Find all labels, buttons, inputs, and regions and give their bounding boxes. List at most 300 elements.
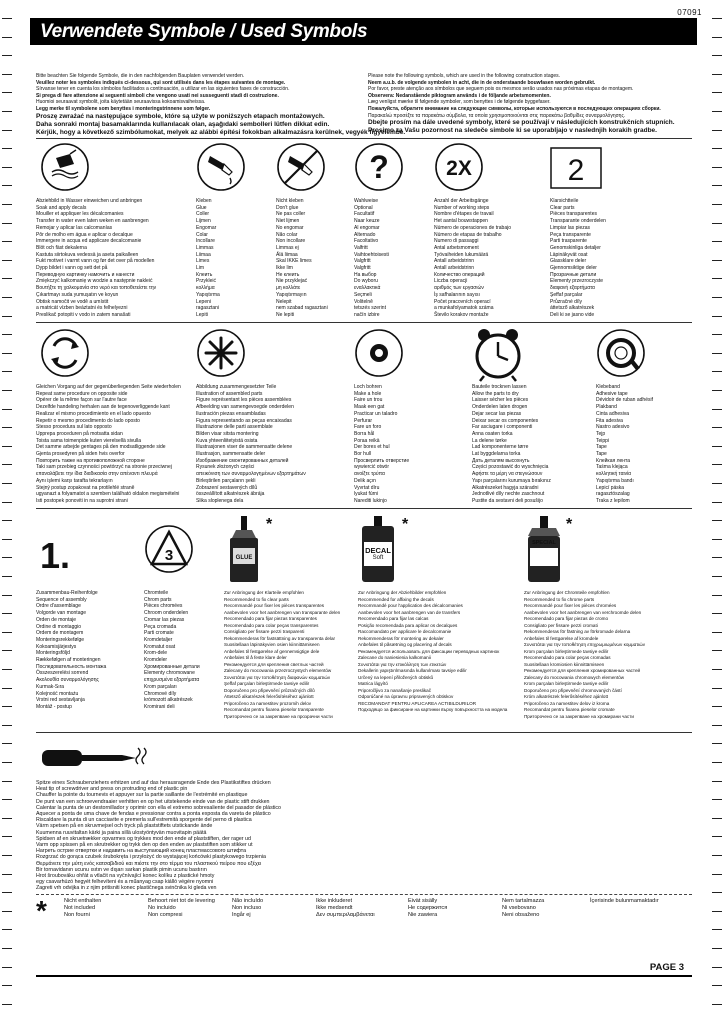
text-line: krómozott alkatrészek xyxy=(144,697,193,704)
intro-line: Legg merke til symbolene som benyttes i monteringstrinnene som følger. xyxy=(36,105,211,112)
text-line: Şeffaf parçaları birleştirmede tavsiye edilir xyxy=(224,681,310,686)
intro-line: Bitte beachten Sie folgende Symbole, die in den nachfolgenden Bauplaten verwendet werden. xyxy=(36,73,245,79)
text-line: Kromirani deli xyxy=(144,703,175,710)
drill-hole-icon xyxy=(354,328,404,378)
text-line: Vyvrtat díru xyxy=(354,484,380,491)
document-number: 07091 xyxy=(677,8,702,17)
text-line: Počet pracovních operací xyxy=(434,298,491,305)
text-line: Abziehbild in Wasser einweichen und anbringen xyxy=(36,198,143,204)
intro-line: Si prega di fare attenzione ai seguenti simboli che vengono usati nei susseguenti stadi di costruzione. xyxy=(36,92,279,99)
page-number: PAGE 3 xyxy=(649,962,684,973)
text-line: Rozgrzać do gorąca czubek śrubokręta i przyłożyć do wystającej końcówki plastykowego trzpienia xyxy=(36,854,266,861)
text-line: Нагреть острие отвертки и надавить на выступающий конец пластмассового штифта xyxy=(36,848,247,855)
text-line: Engomar xyxy=(196,224,217,231)
text-line: Tejp xyxy=(596,430,606,437)
svg-text:?: ? xyxy=(369,149,389,185)
text-line: Dezelfde handeling herhalen aan de tegenoverliggende kant xyxy=(36,404,170,411)
text-line: Numero di passaggi xyxy=(434,238,479,245)
text-line: На выбор xyxy=(354,271,377,278)
text-line: Immergere in acqua ed applicare decalcomanie xyxy=(36,238,142,245)
text-line: egy csavarhúzó hegyét felhevíteni és a műanyag csap kiálló végére nyomni xyxy=(36,879,214,886)
text-line: Traka z lepilom xyxy=(596,497,630,504)
text-line: Ikke lim xyxy=(276,265,293,272)
intro-line: Proszę zwrażać na następujące symbole, które są użyte w poniższych etapach montażowych. xyxy=(36,112,325,120)
text-line: Krom parçaları birleştirmede tavsiye edilir xyxy=(524,648,609,654)
legend-line: Nicht enthalten xyxy=(64,898,102,904)
text-line: Lepeni xyxy=(196,298,212,305)
text-line: wywiercić otwór xyxy=(354,464,390,471)
intro-line: Daha sonraki montaj basamaklarında kullanılacak olan, aşağıdaki sembolleri lütfen dikkat edin. xyxy=(36,120,330,128)
text-line: Mouiller et appliquer les décalcomanies xyxy=(36,211,124,218)
text-line: Riscaldare la punta di un cacciavite e premerla sull'estremità sporgente del perno di plastica xyxy=(36,817,252,824)
intro-line: Kérjük, hogy a következő szimbólumokat, melyek az alábbi építési fokokban alkalmazásra kerülnek, vegyék figyelembe. xyxy=(36,128,406,136)
text-line: Elementy przezroczyste xyxy=(550,278,604,285)
text-line: Kromdeler xyxy=(144,657,168,664)
text-line: Suositellaan kromiosien kiinnittämiseen xyxy=(524,661,605,667)
text-line: Clear parts xyxy=(550,204,575,211)
text-line: Delik açın xyxy=(354,477,376,484)
text-line: Pièces chromées xyxy=(144,603,183,610)
text-line: Recomandat pentru fixarea pieselor cromate xyxy=(524,707,615,712)
not-included-asterisk: * xyxy=(566,516,573,533)
row1-text-soak-decals xyxy=(36,198,186,319)
legend-column xyxy=(502,898,598,920)
text-line: Transfer in water even laten weken en aanbrengen xyxy=(36,218,149,225)
text-line: Αφήστε τα μέρη να στεγνώσουν xyxy=(472,471,543,478)
text-line: Рекомендуется для крепления хромированных частей xyxy=(524,668,641,673)
text-line: Stejný postup zopakovat na protilehlé straně xyxy=(36,484,135,491)
repeat-opposite-side-icon xyxy=(40,328,90,378)
text-line: Illustration of assembled parts xyxy=(196,390,263,397)
text-line: Elementy chromowane xyxy=(144,670,195,677)
row2-text-assembled xyxy=(196,384,350,505)
text-line: a matricát vízben beáztatni és felhelyezni xyxy=(36,305,128,312)
text-line: Gjennomsiktige deler xyxy=(550,265,597,272)
text-line: Συνιστάται για την επικόλληση των ετικετών xyxy=(358,661,447,667)
text-line: Alternado xyxy=(354,231,376,238)
text-line: Facoltativo xyxy=(354,238,379,245)
text-line: Pustite da sestavni deli posušijo xyxy=(472,497,543,504)
text-line: Coller xyxy=(196,211,210,218)
text-line: Určený na lepení přiložených obtisků xyxy=(358,674,434,680)
legend-line: Nie zawiera xyxy=(408,912,438,919)
text-line: La delene tørke xyxy=(472,437,507,444)
decal-badge-text: DECAL xyxy=(365,546,391,555)
text-line: Çıkartmayı suda yumuşatın ve koyun xyxy=(36,291,119,298)
legend-column xyxy=(148,898,244,920)
text-line: Repetir o mesmo procedimento do lado oposto xyxy=(36,417,140,424)
legend-line: Δεν συμπεριλαμβάνεται xyxy=(316,912,375,919)
text-line: Rækkefølgen af monteringen xyxy=(36,657,101,664)
text-line: Recommandé pour fixer les pièces chromées xyxy=(524,603,617,608)
text-line: αριθμός των εργασιών xyxy=(434,285,484,292)
row4-text-screwdriver xyxy=(36,780,476,892)
text-line: Värm spetsen på en skruvmejsel och tryck på plaststiftets utstickande ände xyxy=(36,823,213,830)
text-line: Alkatrészeket hagyja száradni xyxy=(472,484,539,491)
text-line: Chrom parts xyxy=(144,596,172,603)
text-line: Òsszeszerelési sorrend xyxy=(36,670,89,677)
text-line: nem szabad ragasztani xyxy=(276,305,328,312)
text-line: Последовательность монтажа xyxy=(36,663,107,670)
row1-text-no-glue xyxy=(276,198,352,319)
text-line: Хромированные детали xyxy=(144,663,200,670)
text-line: Lat byggdelarna torka xyxy=(472,451,521,458)
text-line: Recommended for affixing the decals xyxy=(358,596,434,602)
text-line: Zagreti vrh odvijka in z njim pritisniti konec plastičnega svinčnika ki gleda ven xyxy=(36,885,217,892)
text-line: Število korakov montaže xyxy=(434,311,489,318)
text-line: Recommended to fix clear parts xyxy=(224,596,289,602)
text-line: Recomandat pentru fixarea pieselor transparente xyxy=(224,707,324,712)
text-line: Peça cromada xyxy=(144,623,177,630)
legend-line: Ikke inkluderet xyxy=(316,898,353,904)
row3-text-clear-glue xyxy=(224,590,354,720)
legend-column xyxy=(232,898,328,920)
legend-line: Non compresi xyxy=(148,912,183,919)
text-line: Повторить также на противоположной стороне xyxy=(36,457,145,464)
text-line: Aquecer a ponta de uma chave de fendas e pressionar contra a ponta exposta da vareta de plástico xyxy=(36,811,271,818)
text-line: Переводную картинку намочить и нанести xyxy=(36,271,135,278)
text-line: Het aantal bouwstappen xyxy=(434,218,488,225)
text-line: Anna osaten torka xyxy=(472,430,513,437)
text-line: Zobrazení sestavených dílů xyxy=(196,484,258,491)
text-line: Fare un foro xyxy=(354,424,382,431)
decal-badge-sub: Soft xyxy=(372,555,384,561)
text-line: Recommended to fix chrome parts xyxy=(524,596,595,602)
intro-right-block xyxy=(368,73,694,135)
text-line: Recomendado para colar peças cromadas xyxy=(524,655,611,660)
right-margin-ticks xyxy=(710,0,724,1023)
row3-text-sequence xyxy=(36,590,140,711)
row2-text-tape xyxy=(596,384,692,505)
text-line: Ordre d'assemblage xyxy=(36,603,81,610)
text-line: Θερμάνετε την μύτη ενός κατσαβιδιού και πιέστε την στο τέρμα του πλαστικού πείρου που εξέχει xyxy=(36,860,262,867)
text-line: απεικόνιση των συναρμολογημένων εξαρτημάτων xyxy=(196,471,306,478)
text-line: Consigliato per fissare pezzi trasparenti xyxy=(224,629,305,634)
text-line: Make a hole xyxy=(354,390,382,397)
text-line: RECOMANDAT PENTRU APLICAREA ACTIBILDURILOR xyxy=(358,700,477,706)
text-line: Количество операций xyxy=(434,271,485,278)
svg-text:3: 3 xyxy=(164,547,174,564)
text-line: Glue xyxy=(196,204,207,211)
text-line: Facultatif xyxy=(354,211,375,218)
text-line: Maak een gat xyxy=(354,404,385,411)
text-line: Şeffaf parçalar xyxy=(550,291,583,298)
row3-text-chrome xyxy=(144,590,220,711)
sequence-step-number: 1. xyxy=(40,535,71,576)
text-line: Montáž - postup xyxy=(36,703,72,710)
assembled-parts-icon xyxy=(196,328,246,378)
not-included-asterisk: * xyxy=(402,516,409,533)
text-line: Limes xyxy=(196,258,210,265)
text-line: Cromar las piezas xyxy=(144,616,185,623)
text-line: Opérer de la même façon sur l'autre face xyxy=(36,397,127,404)
text-line: Gleichen Vorgang auf der gegenüberliegenden Seite wiederholen xyxy=(36,384,181,390)
text-line: Figura representando as peças encaixadas xyxy=(196,417,292,424)
text-line: Hrot šroubováku ohřát a vtlačit na vyčnívající konec kolíku z plastické hmoty xyxy=(36,873,215,880)
divider xyxy=(36,322,692,323)
text-line: Suositellaan läpinäkyvien osien kiinnittämiseen xyxy=(224,642,320,647)
text-line: Skal IKKE limes xyxy=(276,258,312,265)
text-line: Genomskinliga detaljer xyxy=(550,244,601,251)
text-line: Número de etapas de trabalho xyxy=(434,231,502,238)
row1-text-glue xyxy=(196,198,272,319)
text-line: Number of working steps xyxy=(434,204,490,211)
text-line: Birleştirilen parçaların şekli xyxy=(196,477,256,484)
not-included-asterisk: * xyxy=(266,516,273,533)
text-line: načín izbire xyxy=(354,311,380,318)
text-line: Zur Anbringung der Chromteile empfohlen xyxy=(524,590,610,595)
text-line: Aanbevolen voor het aanbrengen van de transfers xyxy=(358,609,461,615)
intro-line: Prosimo za Vašu pozornost na sledeče simbole ki se uporabljajo v naslednjih korakih gradbe. xyxy=(368,127,657,135)
text-line: Teippi xyxy=(596,437,610,444)
text-line: Do wyboru xyxy=(354,278,378,285)
text-line: Tape xyxy=(596,444,607,451)
text-line: Подходящо за фиксиране на картинки върху повърхността на модела xyxy=(358,707,508,712)
intro-left-block xyxy=(36,73,406,137)
text-line: Bir tornavidanın ucunu ısıtın ve dışarı sarkan plastik pimin ucunu bastırın xyxy=(36,866,207,873)
clear-parts-icon xyxy=(550,147,602,189)
svg-text:2: 2 xyxy=(567,154,585,187)
text-line: Przykleić xyxy=(196,278,217,285)
legend-divider xyxy=(36,894,692,895)
text-line: Realizar el mismo procedimiento en el lado opuesto xyxy=(36,410,151,417)
row2-text-drill xyxy=(354,384,464,505)
legend-column xyxy=(64,898,160,920)
legend-line: Non fourni xyxy=(64,912,90,919)
text-line: Aanbevolen voor het aanbrengen van transparante delen xyxy=(224,609,341,615)
text-line: Ne pas coller xyxy=(276,211,306,218)
text-line: Chromteile xyxy=(144,590,169,596)
text-line: Συνιστάται για την τοποθέτηση επιχρωμιωμένων κομματιών xyxy=(524,642,646,647)
text-line: Slika sloplenega dela xyxy=(196,497,244,504)
working-steps-2x-icon xyxy=(434,142,484,192)
text-line: Ακολουθία συναρμολόγησης xyxy=(36,677,99,684)
text-line: Zur Anbringung der Abziehbilder empfohlen xyxy=(358,590,447,595)
text-line: Antall arbeidstrinn xyxy=(434,265,475,272)
row1-text-working-steps xyxy=(434,198,544,319)
row2-text-repeat xyxy=(36,384,192,505)
text-line: összeállított alkatrészek ábrája xyxy=(196,491,265,498)
text-line: Narediti lukinjo xyxy=(354,497,387,504)
text-line: Nie przyklejać xyxy=(276,278,308,285)
svg-text:2X: 2X xyxy=(446,157,472,180)
special-glue-bottle-icon xyxy=(524,514,564,584)
text-line: Jednotlivé díly nechte zaschnout xyxy=(472,491,545,498)
text-line: Bilden visar sitsta montering xyxy=(196,430,259,437)
text-line: Liimaa xyxy=(196,251,211,258)
text-line: Klebeband xyxy=(596,384,620,390)
drying-clock-icon xyxy=(472,326,524,382)
left-margin-ticks xyxy=(0,0,14,1023)
text-line: Deixar secar os componentes xyxy=(472,417,539,424)
text-line: διαφανή εξαρτήματα xyxy=(550,285,595,292)
text-line: Peça transparente xyxy=(550,231,591,238)
text-line: Dypp bildet i vann og sett det på xyxy=(36,265,108,272)
text-line: Kolejność montażu xyxy=(36,690,79,697)
legend-column xyxy=(316,898,412,920)
heated-screwdriver-icon xyxy=(40,742,150,776)
text-line: Wahlweise xyxy=(354,198,378,204)
text-line: Volitelně xyxy=(354,298,373,305)
row3-text-decal-soft xyxy=(358,590,520,714)
text-line: Niet lijmen xyxy=(276,218,300,225)
intro-line: Παρακαλώ προσέξτε τα παρακάτω σύμβολα, τα οποία χρησιμοποιούνται στις παρακάτω βαθμίδες συναρμολόγησης. xyxy=(368,112,626,119)
text-line: Plakband xyxy=(596,404,617,411)
text-line: Työvaiheiden lukumäärä xyxy=(434,251,489,258)
text-line: Rekommenderas för fästning av förkromade delarna xyxy=(524,629,631,634)
text-line: Dévidoir de ruban adhésif xyxy=(596,397,653,404)
text-line: επαναλάβετε την ίδια διαδικασία στην απέναντι πλευρά xyxy=(36,471,158,478)
text-line: Valfritt xyxy=(354,244,368,251)
text-line: Varm opp spissen på en skrutrekker og trykk den op den enden av plaststiften som stikker ut xyxy=(36,842,253,849)
text-line: Części pozostawić do wyschnięcia xyxy=(472,464,549,471)
text-line: Рекомендуется для крепления светлых частей xyxy=(224,661,324,667)
text-line: Zusammenbau-Reihenfolge xyxy=(36,590,98,596)
legend-line: Не содержится xyxy=(408,905,448,912)
text-line: Klarsichtteile xyxy=(550,198,579,204)
text-line: Vrstni red sestavljanja xyxy=(36,697,85,704)
text-line: Illustrasjonen viser de sammensatte delene xyxy=(196,444,293,451)
text-line: Limmas xyxy=(196,244,214,251)
text-line: Ordine di montaggio xyxy=(36,623,82,630)
text-line: Bauteile trocknen lassen xyxy=(472,384,527,390)
text-line: Βουτήξτε τη χαλκομανία στο νερό και τοποθετείστε την xyxy=(36,285,157,292)
text-line: Chauffer la pointe du tournevis et appuyer sur la partie saillante de l'extrémité en plastique xyxy=(36,792,248,799)
text-line: Aynı işlemi karşı tarafta tekrarlayın xyxy=(36,477,113,484)
text-line: Anbefales til påsætning og placering af decals xyxy=(358,642,452,647)
text-line: Recomendado para fijar piezas transparentes xyxy=(224,616,317,621)
text-line: Lepiti xyxy=(196,311,208,318)
text-line: Priporočljivo za nanašanje preslikač xyxy=(358,687,432,693)
text-line: Preslikač potopiti v vodo in zatem nanašati xyxy=(36,311,131,318)
text-line: Recommandé pour l'application des décalcomanies xyxy=(358,603,463,608)
row1-text-clear-parts xyxy=(550,198,680,319)
text-line: Priporočeno za namestitev prozornih delov xyxy=(224,700,312,706)
text-line: Soak and apply decals xyxy=(36,204,87,211)
text-line: Прозрачные детали xyxy=(550,271,597,278)
text-line: Ilustración piezas ensambladas xyxy=(196,410,266,417)
text-line: Tape xyxy=(596,451,607,458)
text-line: Áttetsző alkatrészek felerősítéséhez ajánlott xyxy=(224,694,314,699)
text-line: Figure représentant les pièces assemblées xyxy=(196,397,292,404)
text-line: Valgfritt xyxy=(354,265,371,272)
text-line: Pièces transparentes xyxy=(550,211,597,218)
text-line: Far asciugare i componenti xyxy=(472,424,533,431)
text-line: Poraa reikä xyxy=(354,437,380,444)
text-line: Colar xyxy=(196,231,208,238)
text-line: Συνιστάται για την τοποθέτηση διαφανών κομματιών xyxy=(224,674,331,680)
text-line: Rekommenderas för montering av dekaler xyxy=(358,635,444,641)
text-line: Perfurar xyxy=(354,417,373,424)
text-line: Nicht kleben xyxy=(276,198,304,204)
intro-line: Veuillez noter les symboles indiqués ci-dessous, qui sont utilisés dans les étapes suivantes de montage. xyxy=(36,79,286,86)
intro-line: Observera: Nedanstående piktogram används i de följande arbetsmomenten. xyxy=(368,92,551,99)
text-line: κολλήμα xyxy=(196,285,215,292)
text-line: Loch bohren xyxy=(354,384,382,390)
text-line: Matrica lágyító xyxy=(358,681,388,686)
text-line: Taki sam przebieg czynności powtórzyć na stronie przeciwnej xyxy=(36,464,172,471)
text-line: Anbefales til festgørelse af gennemsigtige dele xyxy=(224,648,320,654)
text-line: ugyanazt a folyamatot a szemben található oldalon megismételni xyxy=(36,491,180,498)
text-line: Zalecane do naniesienia kalkomanii xyxy=(358,655,431,660)
text-line: Onderdelen laten drogen xyxy=(472,404,528,411)
legend-line: Not included xyxy=(64,905,96,912)
text-line: Naar keuze xyxy=(354,218,380,225)
text-line: Fita adesiva xyxy=(596,417,623,424)
intro-line: Dbejte prosím na dále uvedené symboly, které se používají v následujících konstrukčních stupních. xyxy=(368,119,675,127)
text-line: Valgfritt xyxy=(354,258,371,265)
text-line: Recommandé pour fixer les pièces transparentes xyxy=(224,603,325,608)
text-line: μη κολλάτε xyxy=(276,285,301,292)
text-line: Просверлить отверстие xyxy=(354,457,410,464)
text-line: Remojar y aplicar las calcomanías xyxy=(36,224,113,231)
text-line: Anbefales til å feste klare deler xyxy=(224,655,287,660)
legend-line: Não incluído xyxy=(232,898,264,904)
text-line: Glassklare deler xyxy=(550,258,587,265)
text-line: ragasztani xyxy=(196,305,220,312)
legend-line: Non incluso xyxy=(232,905,262,912)
text-line: Número de operaciones de trabajo xyxy=(434,224,511,231)
text-line: Der bores et hul xyxy=(354,444,390,451)
text-line: Priporočeno za namestitev delov iz kroma xyxy=(524,700,610,706)
optional-question-icon xyxy=(354,142,404,192)
text-line: Non incollare xyxy=(276,238,306,245)
text-line: Não colar xyxy=(276,231,298,238)
text-line: Läpinäkyvät osat xyxy=(550,251,588,258)
text-line: Yapı parçalarını kurumaya bırakınız xyxy=(472,477,551,484)
text-line: Yapıştırmayın xyxy=(276,291,307,298)
text-line: επιχρυσμένα εξαρτήματα xyxy=(144,677,200,684)
text-line: Kromatut osat xyxy=(144,643,176,650)
text-line: Дать деталям высохнуть xyxy=(472,457,530,464)
text-line: Isti postopek ponoviti in na suprotni strani xyxy=(36,497,128,504)
text-line: Optional xyxy=(354,204,373,211)
text-line: Borra hål xyxy=(354,430,375,437)
text-line: De punt van een schroevendraaier verhitten en op het uitstekende einde van de plastic stift drukken xyxy=(36,798,270,805)
text-line: Zalecany do mocowania chromowych elementów xyxy=(524,674,625,680)
legend-line: Behoort niet tot de levering xyxy=(148,898,215,904)
text-line: Orden de montaje xyxy=(36,616,77,623)
text-line: Nelepit xyxy=(276,298,292,305)
intro-line: Please note the following symbols, which are used in the following construction stages. xyxy=(368,73,561,79)
text-line: Recomendado para fijar las calcas xyxy=(358,616,429,621)
text-line: Recomendado para colar peças transparentes xyxy=(224,622,319,628)
text-line: Lepicí páska xyxy=(596,484,625,491)
text-line: Älä liimaa xyxy=(276,251,298,258)
intro-line: Neem a.u.b. de volgende symbolen in acht, die in de onderstaande bouwfasen worden gebruikt. xyxy=(368,79,596,86)
divider xyxy=(36,508,692,509)
text-line: Sequence of assembly xyxy=(36,596,87,603)
text-line: Krom-dele xyxy=(144,650,168,657)
legend-column xyxy=(590,898,686,905)
text-line: Spitze eines Schraubenziehers erhitzen und auf das herausragende Ende des Plastikstiftes drücken xyxy=(36,780,271,786)
text-line: Recomendado para fijar piezas de cromo xyxy=(524,616,609,621)
row3-text-chrome-glue xyxy=(524,590,688,720)
text-line: Limpiar las piezas xyxy=(550,224,591,231)
legend-line: Eivät sisälly xyxy=(408,898,438,904)
text-line: Doporučeno pro připevnění chromovaných částí xyxy=(524,687,622,693)
text-line: Anbefales til festgørelse af kromdele xyxy=(524,635,599,641)
text-line: Fukt motivet i varmt vann og før det over på modellen xyxy=(36,258,155,265)
text-line: Rekommenderas för fastsättning av transparenta delar xyxy=(224,635,336,641)
text-line: Consigliato per fissare pezzi cromati xyxy=(524,622,598,628)
text-line: Abbildung zusammengesetzter Teile xyxy=(196,384,277,390)
text-line: Krom parçaları xyxy=(144,683,177,690)
footer-rule xyxy=(36,975,692,977)
text-line: Kurmak-Sıra xyxy=(36,683,65,690)
page-title: Verwendete Symbole / Used Symbols xyxy=(30,18,697,45)
text-line: Ne lepiti xyxy=(276,311,295,318)
